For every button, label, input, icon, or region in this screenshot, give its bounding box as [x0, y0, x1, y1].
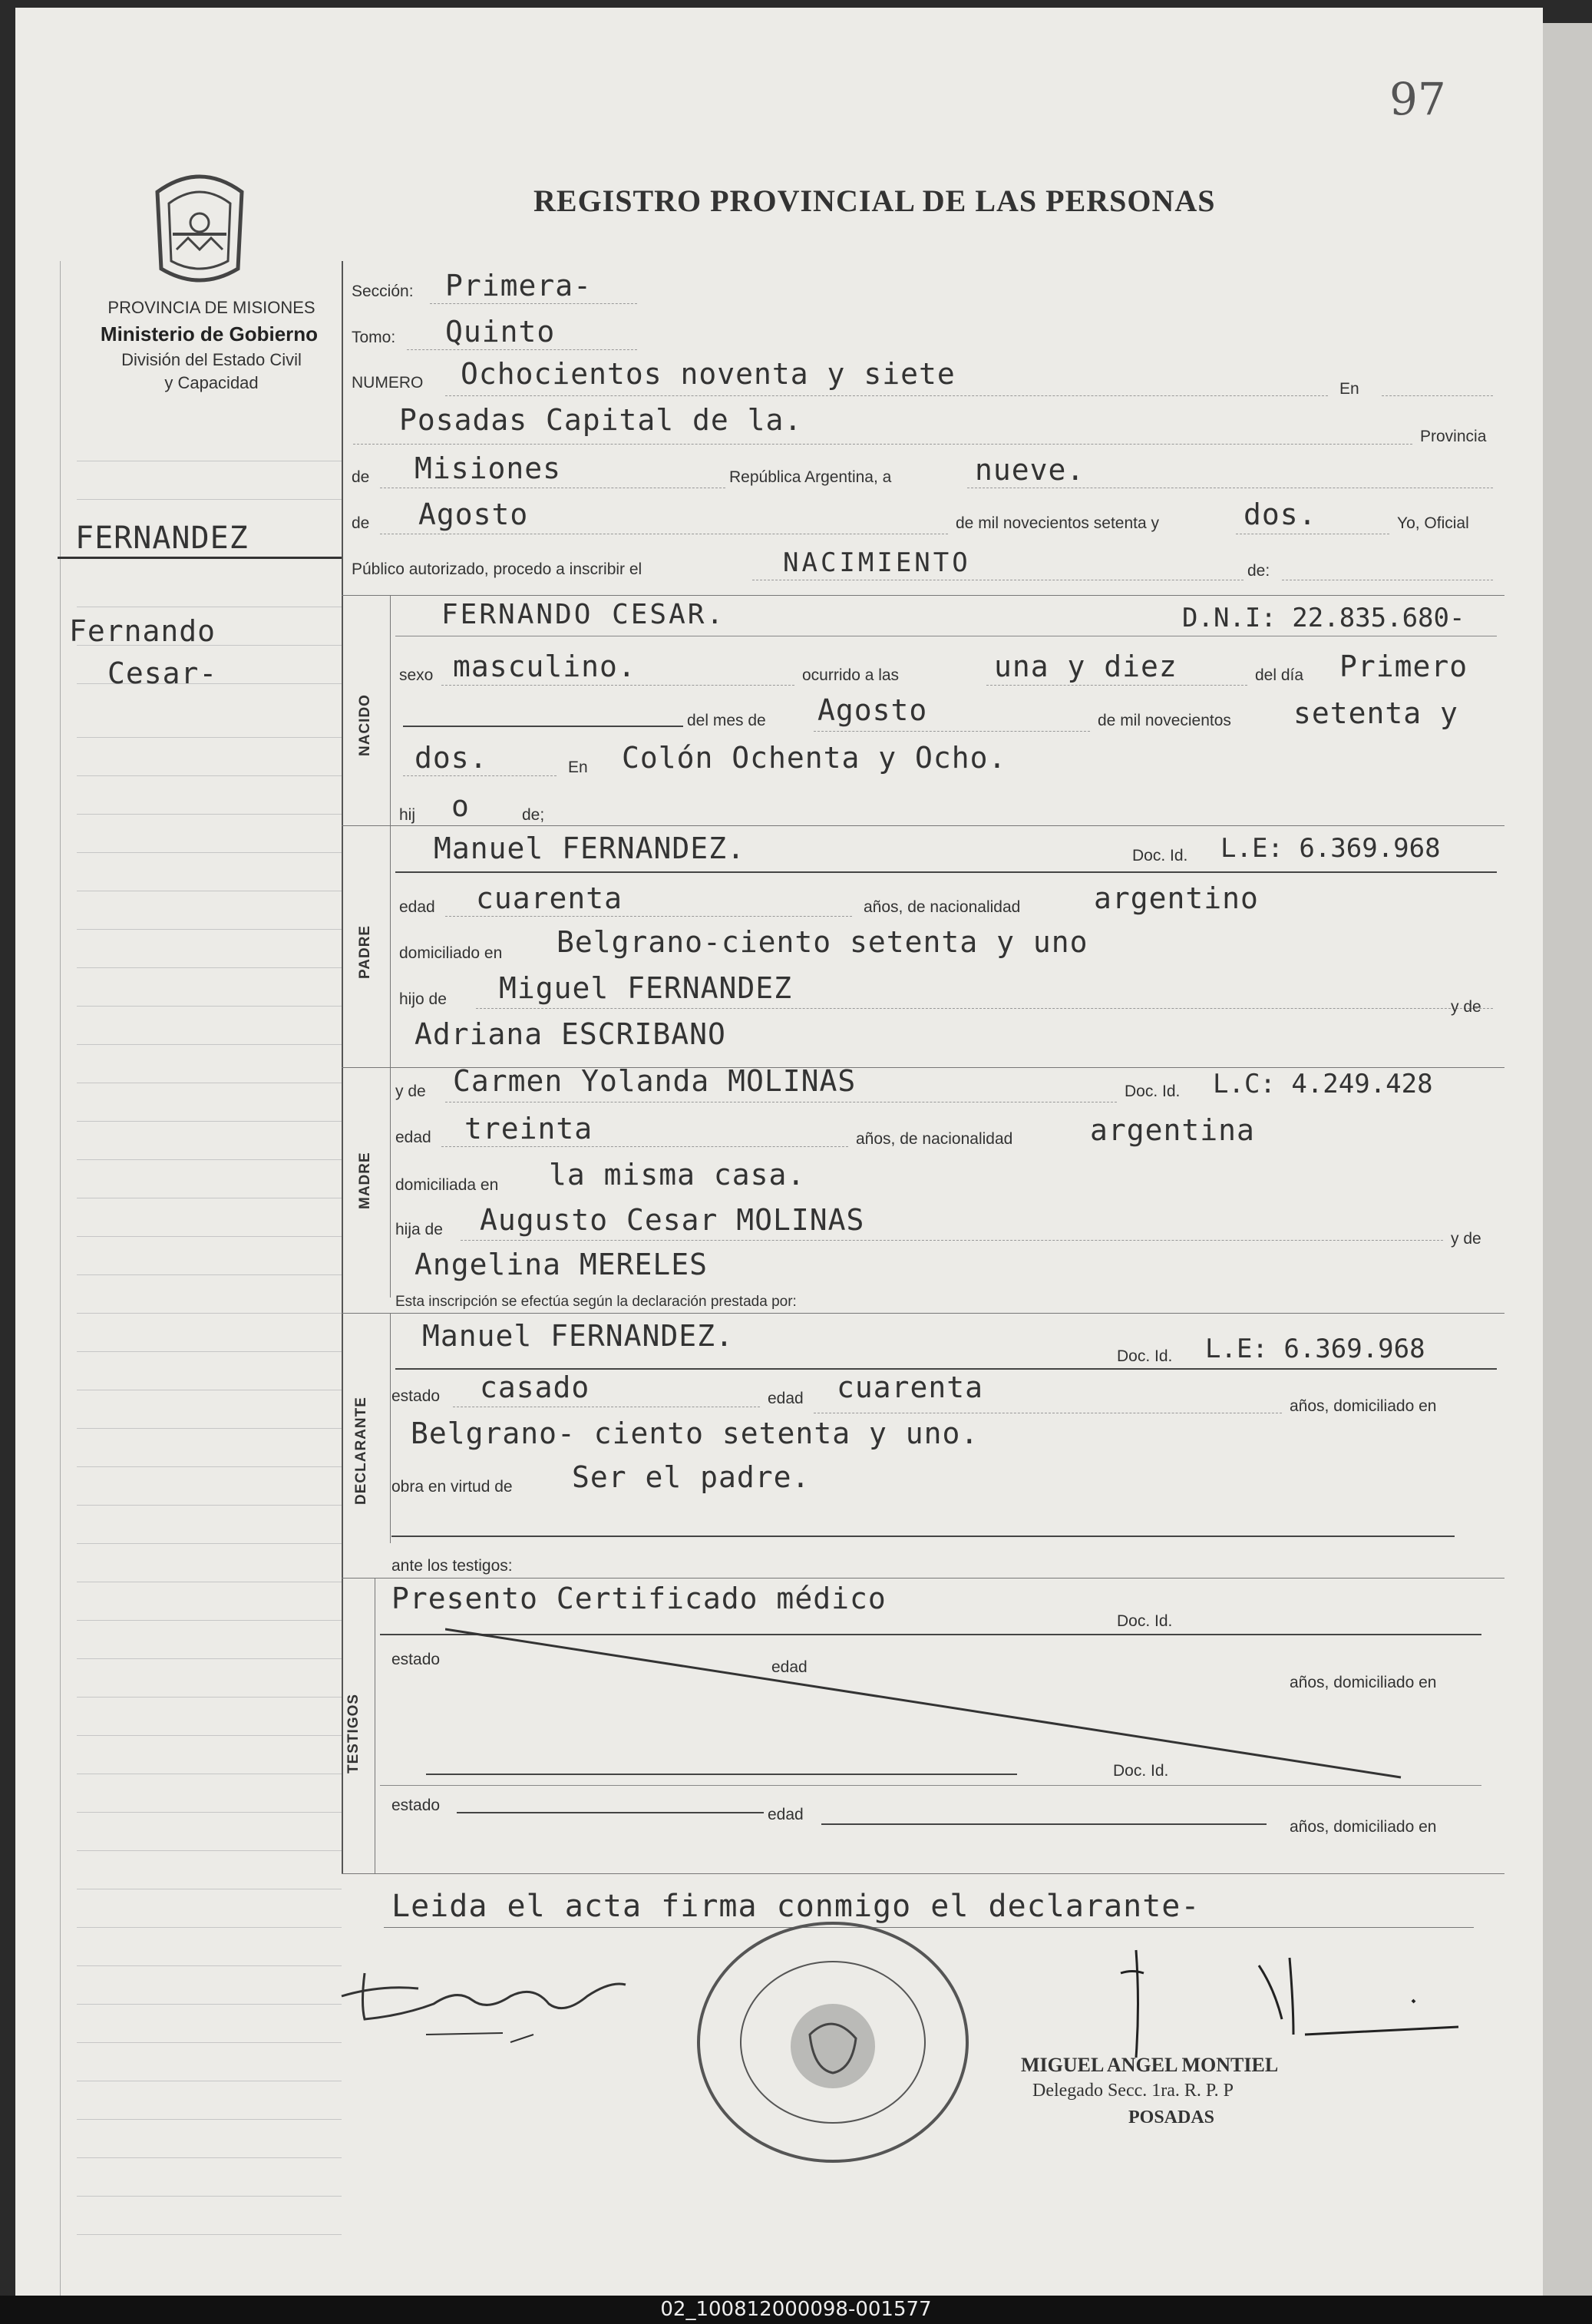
value-madre-padre: Augusto Cesar MOLINAS [480, 1203, 865, 1237]
label-doc-id-2: Doc. Id. [1125, 1083, 1181, 1100]
value-provincia: Misiones [415, 451, 562, 485]
label-de-4: de; [522, 806, 545, 824]
document-page [15, 8, 1543, 2296]
value-padre-padre: Miguel FERNANDEZ [499, 971, 793, 1005]
label-doc-id-1: Doc. Id. [1132, 847, 1188, 864]
label-estado-3: estado [391, 1797, 441, 1814]
coat-of-arms-icon [142, 161, 257, 292]
value-padre-doc: L.E: 6.369.968 [1220, 833, 1441, 864]
label-mil-novecientos: de mil novecientos setenta y [956, 514, 1159, 532]
value-sexo: masculino. [453, 650, 636, 683]
label-edad-1: edad [399, 898, 435, 916]
value-declarante-nombre: Manuel FERNANDEZ. [422, 1319, 734, 1353]
label-anios-dom-2: años, domiciliado en [1290, 1674, 1437, 1691]
label-en-2: En [568, 759, 588, 776]
label-seccion: Sección: [352, 283, 414, 300]
label-hija-de: hija de [395, 1221, 443, 1238]
label-yo-oficial: Yo, Oficial [1397, 514, 1469, 532]
label-edad-4: edad [771, 1658, 808, 1676]
label-anios-dom-3: años, domiciliado en [1290, 1818, 1437, 1836]
label-del-dia: del día [1255, 666, 1304, 684]
value-nacido-nombre: FERNANDO CESAR. [441, 599, 726, 630]
label-sexo: sexo [399, 666, 434, 684]
label-hij: hij [399, 806, 416, 824]
label-mil-nov-2: de mil novecientos [1098, 712, 1231, 729]
value-declarante-estado: casado [480, 1370, 590, 1404]
label-edad-5: edad [768, 1806, 804, 1823]
value-anio-nac-2: dos. [415, 741, 488, 775]
margin-given-1: Fernando [69, 614, 216, 648]
strike-through-line [445, 1628, 1405, 1781]
value-padre-madre: Adriana ESCRIBANO [415, 1017, 726, 1051]
value-cierre: Leida el acta firma conmigo el declarante- [391, 1889, 1201, 1924]
value-padre-nacionalidad: argentino [1094, 881, 1259, 915]
label-domiciliada: domiciliada en [395, 1176, 499, 1194]
value-declarante-virtud: Ser el padre. [572, 1460, 811, 1494]
label-edad-2: edad [395, 1129, 431, 1146]
official-name: MIGUEL ANGEL MONTIEL [1021, 2054, 1279, 2076]
margin-surname: FERNANDEZ [75, 521, 249, 556]
header-division-2: y Capacidad [164, 373, 259, 392]
value-seccion: Primera- [445, 269, 593, 302]
value-hora: una y diez [994, 650, 1177, 683]
value-mes-nac: Agosto [817, 693, 928, 727]
declarant-signature-icon [334, 1942, 641, 2058]
label-testigos: ante los testigos: [391, 1557, 513, 1575]
label-estado-1: estado [391, 1387, 441, 1405]
label-doc-id-5: Doc. Id. [1113, 1762, 1169, 1780]
label-nacionalidad-1: años, de nacionalidad [864, 898, 1021, 916]
label-publico: Público autorizado, procedo a inscribir el [352, 560, 642, 578]
label-domiciliado-1: domiciliado en [399, 944, 503, 962]
value-madre-doc: L.C: 4.249.428 [1213, 1069, 1433, 1099]
label-y-de-1: y de [1451, 998, 1481, 1016]
value-acto: NACIMIENTO [783, 547, 971, 578]
value-madre-nombre: Carmen Yolanda MOLINAS [453, 1064, 857, 1098]
file-identifier: 02_100812000098-001577 [0, 2296, 1592, 2324]
value-numero: Ochocientos noventa y siete [461, 357, 956, 391]
value-dia-nac: Primero [1339, 650, 1468, 683]
value-madre-domicilio: la misma casa. [549, 1158, 806, 1192]
value-nacido-dni: D.N.I: 22.835.680- [1182, 603, 1465, 633]
label-ocurrido: ocurrido a las [802, 666, 900, 684]
section-madre: MADRE [357, 1152, 373, 1209]
document-title: REGISTRO PROVINCIAL DE LAS PERSONAS [533, 183, 1216, 218]
section-declarante: DECLARANTE [353, 1397, 369, 1505]
value-declarante-doc: L.E: 6.369.968 [1205, 1334, 1425, 1364]
value-anio: dos. [1244, 498, 1317, 531]
official-title: Delegado Secc. 1ra. R. P. P [1032, 2081, 1234, 2101]
label-inscripcion: Esta inscripción se efectúa según la declaración prestada por: [395, 1294, 797, 1310]
surname-underline [58, 557, 342, 559]
label-doc-id-3: Doc. Id. [1117, 1347, 1173, 1365]
value-tomo: Quinto [445, 315, 556, 349]
section-testigos: TESTIGOS [345, 1693, 362, 1774]
value-lugar-nac: Colón Ochenta y Ocho. [622, 741, 1007, 775]
header-division-1: División del Estado Civil [121, 350, 302, 369]
label-republica: República Argentina, a [729, 468, 892, 486]
section-padre: PADRE [357, 924, 373, 979]
value-padre-domicilio: Belgrano-ciento setenta y uno [557, 925, 1088, 959]
value-hij: o [451, 789, 470, 823]
label-anios-dom-1: años, domiciliado en [1290, 1397, 1437, 1415]
label-de-2: de [352, 514, 370, 532]
margin-given-2: Cesar- [107, 656, 218, 690]
official-city: POSADAS [1128, 2107, 1215, 2127]
left-margin-border [60, 261, 61, 2296]
label-edad-3: edad [768, 1390, 804, 1407]
section-nacido: NACIDO [357, 694, 373, 756]
value-anio-nac-1: setenta y [1293, 696, 1458, 730]
label-tomo: Tomo: [352, 329, 396, 346]
header-ministry: Ministerio de Gobierno [100, 322, 319, 345]
page-number: 97 [1389, 73, 1446, 125]
official-stamp-icon [687, 1912, 979, 2173]
value-madre-edad: treinta [464, 1112, 593, 1145]
label-de-3: de: [1247, 562, 1270, 580]
value-declarante-domicilio: Belgrano- ciento setenta y uno. [411, 1417, 979, 1450]
label-obra: obra en virtud de [391, 1478, 513, 1496]
label-estado-2: estado [391, 1651, 441, 1668]
label-nacionalidad-2: años, de nacionalidad [856, 1130, 1013, 1148]
label-de-1: de [352, 468, 370, 486]
value-mes: Agosto [418, 498, 529, 531]
value-testigos-nota: Presento Certificado médico [391, 1582, 887, 1615]
label-en: En [1339, 380, 1359, 398]
value-madre-madre: Angelina MERELES [415, 1248, 708, 1281]
value-dia: nueve. [975, 453, 1085, 487]
label-y-de-2: y de [1451, 1230, 1481, 1248]
label-doc-id-4: Doc. Id. [1117, 1612, 1173, 1630]
value-padre-nombre: Manuel FERNANDEZ. [434, 831, 745, 865]
value-padre-edad: cuarenta [476, 881, 623, 915]
label-del-mes: del mes de [687, 712, 766, 729]
label-provincia: Provincia [1420, 428, 1487, 445]
value-madre-nacionalidad: argentina [1090, 1113, 1255, 1147]
value-declarante-edad: cuarenta [837, 1370, 984, 1404]
label-hijo-de: hijo de [399, 990, 447, 1008]
label-y-de-madre: y de [395, 1083, 426, 1100]
label-numero: NUMERO [352, 374, 424, 392]
header-province: PROVINCIA DE MISIONES [107, 298, 315, 317]
value-lugar: Posadas Capital de la. [399, 403, 803, 437]
